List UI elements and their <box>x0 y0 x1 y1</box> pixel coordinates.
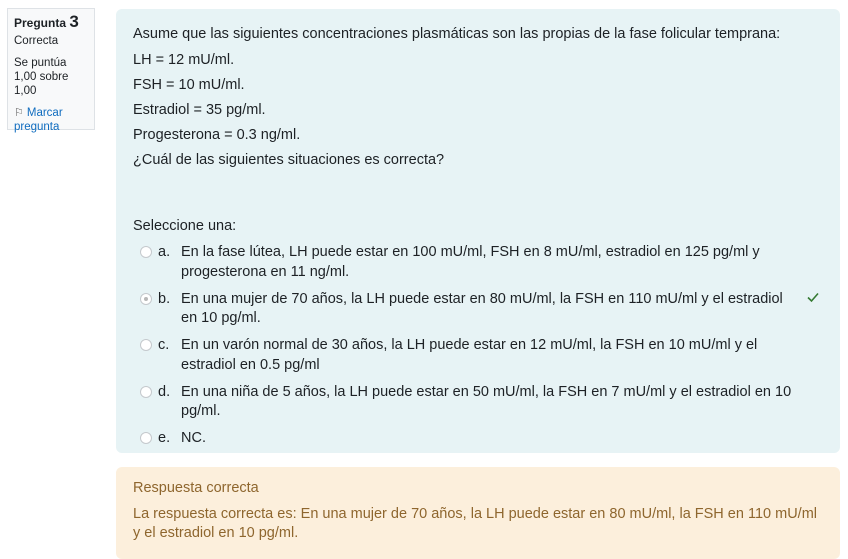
option-text: En una mujer de 70 años, la LH puede estar en 80 mU/ml, la FSH en 110 mU/ml y el estradiol en 10 pg/ml. <box>181 290 783 326</box>
option-text: En una niña de 5 años, la LH puede estar en 50 mU/ml, la FSH en 7 mU/ml y el estradiol en 10 pg/ml. <box>181 383 792 419</box>
feedback-text: La respuesta correcta es: En una mujer de 70 años, la LH puede estar en 80 mU/ml, la FSH en 110 mU/ml y el estradiol en 10 pg/ml. <box>133 505 817 541</box>
answer-option-a[interactable] <box>133 243 824 282</box>
radio-option-d[interactable] <box>140 386 152 398</box>
question-number <box>14 12 88 31</box>
radio-option-e[interactable] <box>140 432 152 444</box>
question-intro: Asume que las siguientes concentraciones plasmáticas son las propias de la fase folicular temprana: <box>133 26 781 42</box>
feedback-title: Respuesta correcta <box>133 480 259 496</box>
flag-question-label: Marcar pregunta <box>14 107 63 133</box>
option-letter: e. <box>158 430 171 446</box>
question-label: Pregunta <box>14 16 67 30</box>
answer-option-c[interactable] <box>133 336 824 375</box>
question-state: Correcta <box>14 35 59 47</box>
option-letter: a. <box>158 244 171 260</box>
value-estradiol: Estradiol = 35 pg/ml. <box>133 102 266 118</box>
radio-option-c[interactable] <box>140 339 152 351</box>
option-letter: d. <box>158 383 171 400</box>
value-fsh: FSH = 10 mU/ml. <box>133 77 245 93</box>
option-letter: b. <box>158 290 171 307</box>
answer-option-d[interactable] <box>133 383 824 422</box>
check-icon <box>806 290 820 310</box>
value-progesterona: Progesterona = 0.3 ng/ml. <box>133 127 301 143</box>
radio-option-b[interactable] <box>140 293 152 305</box>
flag-icon: ⚐ <box>14 107 24 119</box>
flag-question-link[interactable] <box>14 106 88 134</box>
option-letter: c. <box>158 337 170 353</box>
question-grade: Se puntúa 1,00 sobre 1,00 <box>14 57 69 97</box>
feedback-panel <box>116 467 840 559</box>
option-text: NC. <box>181 430 206 446</box>
answer-option-b[interactable] <box>133 290 824 329</box>
question-number-value: 3 <box>69 12 79 31</box>
answer-option-e[interactable] <box>133 429 824 449</box>
answer-options <box>133 243 824 449</box>
radio-option-a[interactable] <box>140 246 152 258</box>
option-text: En la fase lútea, LH puede estar en 100 mU/ml, FSH en 8 mU/ml, estradiol en 125 pg/ml y progesterona en 11 ng/ml. <box>181 244 760 280</box>
answer-prompt: Seleccione una: <box>133 218 237 234</box>
question-info-panel <box>7 8 95 133</box>
question-ask: ¿Cuál de las siguientes situaciones es correcta? <box>133 152 445 168</box>
question-formulation <box>116 9 840 453</box>
option-text: En un varón normal de 30 años, la LH puede estar en 12 mU/ml, la FSH en 10 mU/ml y el estradiol en 0.5 pg/ml <box>181 337 758 373</box>
question-text <box>133 25 824 169</box>
value-lh: LH = 12 mU/ml. <box>133 52 235 68</box>
